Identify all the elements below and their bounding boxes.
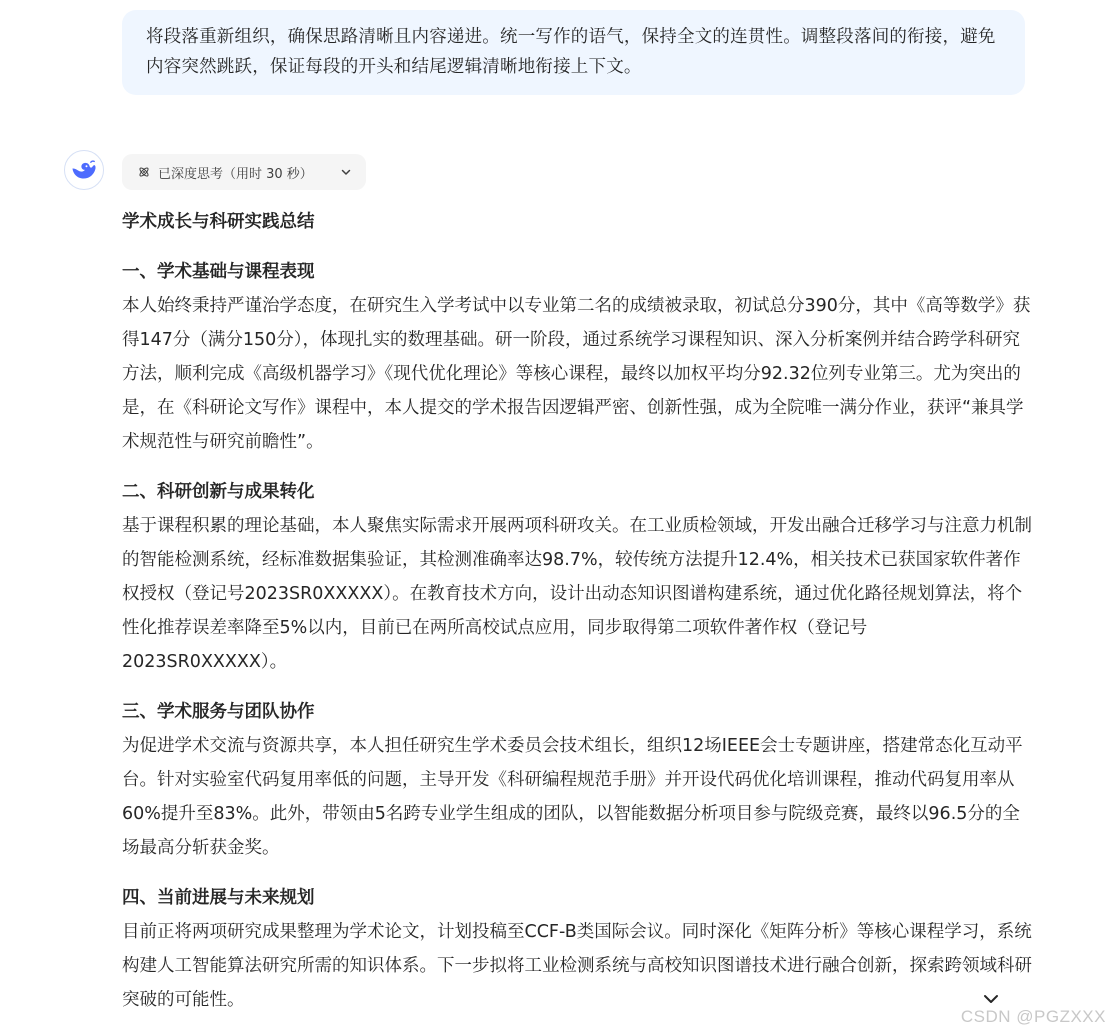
chevron-down-icon bbox=[340, 166, 352, 178]
section-heading: 四、当前进展与未来规划 bbox=[122, 888, 315, 908]
section-heading: 二、科研创新与成果转化 bbox=[122, 482, 315, 502]
answer-section bbox=[122, 695, 1032, 865]
deepseek-whale-icon bbox=[71, 159, 97, 181]
user-message-text: 将段落重新组织，确保思路清晰且内容递进。统一写作的语气，保持全文的连贯性。调整段落间的衔接，避免内容突然跳跃，保证每段的开头和结尾逻辑清晰地衔接上下文。 bbox=[146, 27, 996, 77]
watermark: CSDN @PGZXXX bbox=[960, 1007, 1106, 1026]
section-body: 目前正将两项研究成果整理为学术论文，计划投稿至CCF-B类国际会议。同时深化《矩阵分析》等核心课程学习，系统构建人工智能算法研究所需的知识体系。下一步拟将工业检测系统与高校知识图谱技术进行融合创新，探索跨领域科研突破的可能性。 bbox=[122, 922, 1032, 1010]
chevron-down-icon bbox=[981, 989, 1001, 1009]
section-heading: 一、学术基础与课程表现 bbox=[122, 262, 315, 282]
assistant-avatar bbox=[64, 150, 104, 190]
answer-section bbox=[122, 881, 1032, 1017]
section-body: 本人始终秉持严谨治学态度，在研究生入学考试中以专业第二名的成绩被录取，初试总分390分，其中《高等数学》获得147分（满分150分），体现扎实的数理基础。研一阶段，通过系统学习课程知识、深入分析案例并结合跨学科研究方法，顺利完成《高级机器学习》《现代优化理论》等核心课程，最终以加权平均分92.32位列专业第三。尤为突出的是，在《科研论文写作》课程中，本人提交的学术报告因逻辑严密、创新性强，成为全院唯一满分作业，获评“兼具学术规范性与研究前瞻性”。 bbox=[122, 296, 1031, 452]
section-body: 为促进学术交流与资源共享，本人担任研究生学术委员会技术组长，组织12场IEEE会士专题讲座，搭建常态化互动平台。针对实验室代码复用率低的问题，主导开发《科研编程规范手册》并开设代码优化培训课程，推动代码复用率从60%提升至83%。此外，带领由5名跨专业学生组成的团队，以智能数据分析项目参与院级竞赛，最终以96.5分的全场最高分斩获金奖。 bbox=[122, 736, 1023, 858]
deep-thinking-toggle[interactable] bbox=[122, 154, 366, 190]
answer-section bbox=[122, 475, 1032, 679]
atom-icon bbox=[138, 166, 150, 178]
assistant-answer bbox=[122, 205, 1032, 1033]
answer-section bbox=[122, 255, 1032, 459]
answer-title: 学术成长与科研实践总结 bbox=[122, 212, 315, 232]
deep-thinking-label: 已深度思考（用时 30 秒） bbox=[158, 166, 313, 182]
user-message-bubble bbox=[122, 10, 1025, 95]
section-heading: 三、学术服务与团队协作 bbox=[122, 702, 315, 722]
section-body: 基于课程积累的理论基础，本人聚焦实际需求开展两项科研攻关。在工业质检领域，开发出融合迁移学习与注意力机制的智能检测系统，经标准数据集验证，其检测准确率达98.7%，较传统方法提升12.4%，相关技术已获国家软件著作权授权（登记号2023SR0XXXXX）。在教育技术方向，设计出动态知识图谱构建系统，通过优化路径规划算法，将个性化推荐误差率降至5%以内，目前已在两所高校试点应用，同步取得第二项软件著作权（登记号2023SR0XXXXX）。 bbox=[122, 516, 1032, 672]
